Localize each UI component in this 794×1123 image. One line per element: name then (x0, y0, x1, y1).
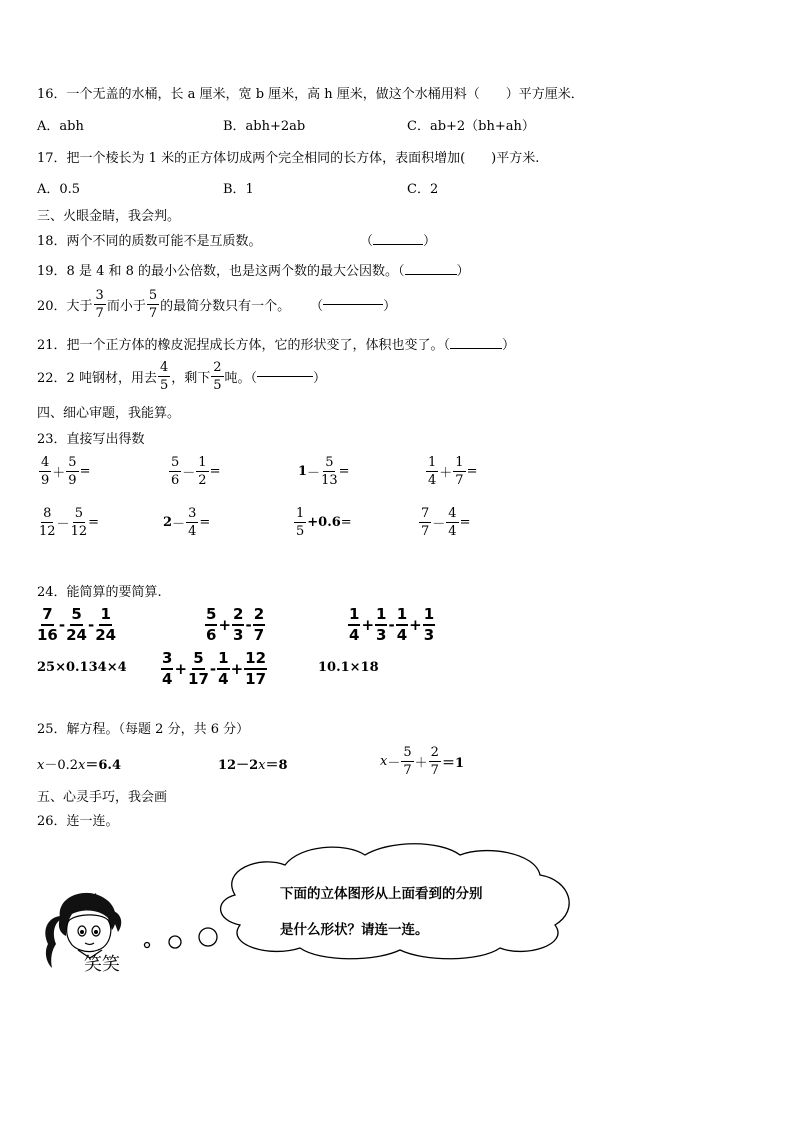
q23-expr-3: 1 － $\frac{5}{13}$ = (298, 454, 350, 488)
q23-expr-6: 2 － $\frac{3}{4}$ = (163, 505, 211, 539)
q23-expr-4: $\frac{1}{4}$ ＋ $\frac{1}{7}$ = (428, 454, 478, 488)
q20-text: 20．大于 $\frac{3}{7}$ 而小于 $\frac{5}{7}$ 的最简分数只有一个。 （ ） (37, 287, 397, 321)
q22-fraction-2: $\frac{2}{5}$ (213, 359, 222, 393)
q23-expr-1: $\frac{4}{9}$ ＋ $\frac{5}{9}$ = (41, 454, 91, 488)
q21-text: 21．把一个正方体的橡皮泥捏成长方体，它的形状变了，体积也变了。（ ） (37, 338, 516, 353)
q24-expr-4: 25×0.134×4 (37, 660, 127, 675)
q16-text: 16．一个无盖的水桶，长 a 厘米，宽 b 厘米，高 h 厘米，做这个水桶用料（ ）平方厘米． (37, 87, 584, 102)
thought-bubble-medium (169, 936, 181, 948)
cloud-text-line-2: 是什么形状？请连一连。 (280, 922, 429, 938)
q23-title: 23．直接写出得数 (37, 432, 145, 447)
q24-title: 24．能简算的要简算. (37, 585, 162, 600)
section-4-heading: 四、细心审题，我能算。 (37, 406, 181, 421)
cloud-text-line-1: 下面的立体图形从上面看到的分别 (280, 886, 483, 902)
q25-title: 25．解方程。（每题 2 分，共 6 分） (37, 722, 250, 737)
girl-name-label: 笑笑 (84, 954, 120, 975)
q17-option-a: A．0.5 (37, 182, 81, 197)
q23-expr-8: $\frac{7}{7}$ － $\frac{4}{4}$ = (421, 505, 471, 539)
q26-title: 26．连一连。 (37, 814, 119, 829)
q16-option-c: C．ab+2（bh+ah） (407, 119, 535, 134)
q22-fraction-1: $\frac{4}{5}$ (159, 359, 169, 393)
q23-expr-7: $\frac{1}{5}$ +0.6 = (296, 505, 352, 539)
q24-expr-1: 7 16 - 5 24 - 1 24 (37, 605, 117, 644)
thought-bubble-large (199, 928, 217, 946)
q23-expr-2: $\frac{5}{6}$ － $\frac{1}{2}$ = (171, 454, 221, 488)
q25-equation-2: 12－2x＝8 (218, 758, 288, 773)
q18-answer-blank[interactable]: （ ） (360, 234, 437, 249)
section-5-heading: 五、心灵手巧，我会画 (37, 790, 168, 805)
q24-expr-5: 3 4 + $\frac{5}{17}$ - 1 4 + $\frac{12}{17}$ (162, 649, 267, 688)
q17-option-c: C．2 (407, 182, 439, 197)
q25-equation-1: x－0.2x＝6.4 (37, 758, 121, 773)
q19-answer-blank[interactable] (405, 274, 457, 275)
section-3-heading: 三、火眼金睛，我会判。 (37, 209, 181, 224)
q24-expr-3: 1 4 + $\frac{1}{3}$ - 1 4 + $\frac{1}{3}$ (349, 605, 435, 644)
q17-text: 17．把一个棱长为 1 米的正方体切成两个完全相同的长方体，表面积增加( )平方米. (37, 151, 540, 166)
q22-answer-blank[interactable] (257, 376, 313, 377)
q20-fraction-1: $\frac{3}{7}$ (95, 287, 104, 321)
q16-option-a: A．abh (37, 119, 84, 134)
q23-expr-5: $\frac{8}{12}$ － $\frac{5}{12}$ = (39, 505, 100, 539)
q17-option-b: B．1 (223, 182, 254, 197)
q25-equation-3: x － $\frac{5}{7}$ ＋ $\frac{2}{7}$ ＝1 (380, 744, 464, 778)
q21-answer-blank[interactable] (450, 348, 502, 349)
q20-answer-blank[interactable] (323, 304, 383, 305)
q24-expr-2: 5 6 + $\frac{2}{3}$ - 2 7 (206, 605, 265, 644)
thought-bubble-small (145, 943, 150, 948)
q20-fraction-2: $\frac{5}{7}$ (148, 287, 158, 321)
q16-option-b: B．abh+2ab (223, 119, 306, 134)
q22-text: 22．2 吨钢材，用去 $\frac{4}{5}$ ，剩下 $\frac{2}{5}$ 吨。（ ） (37, 359, 327, 393)
q18-text: 18．两个不同的质数可能不是互质数。 (37, 234, 262, 249)
q24-expr-6: 10.1×18 (318, 660, 379, 675)
q19-text: 19．8 是 4 和 8 的最小公倍数，也是这两个数的最大公因数。（ ） (37, 264, 470, 279)
